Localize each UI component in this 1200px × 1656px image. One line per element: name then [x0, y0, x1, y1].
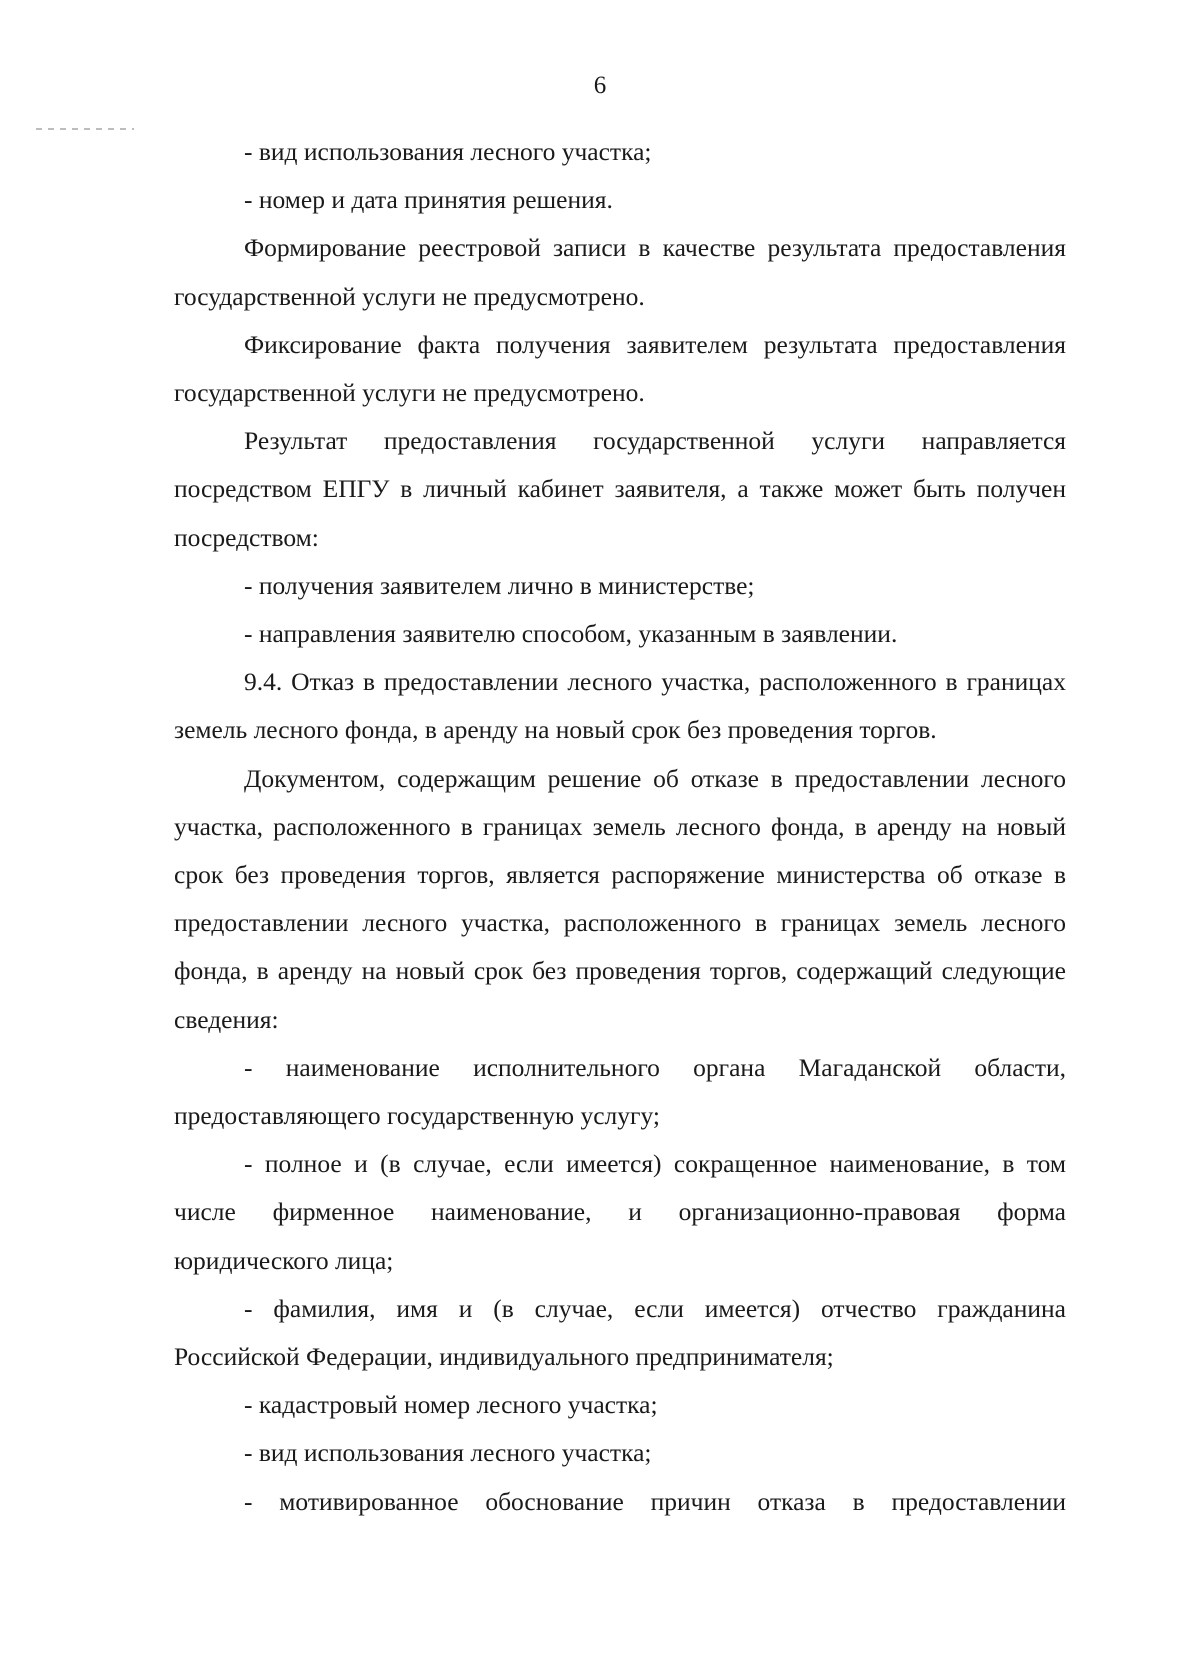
paragraph-7: - направления заявителю способом, указанным в заявлении.	[244, 619, 898, 649]
page-number: 6	[593, 72, 607, 99]
paragraph-1: - вид использования лесного участка;	[244, 137, 652, 166]
paragraph-2: - номер и дата принятия решения.	[244, 185, 613, 215]
paragraph-12: - фамилия, имя и (в случае, если имеется) отчество гражданина Российской Федерации, индивидуального предпринимателя;	[174, 1293, 1066, 1372]
scan-artifact	[36, 128, 134, 130]
paragraph-15: - мотивированное обоснование причин отказа в предоставлении	[244, 1486, 1066, 1516]
paragraph-8: 9.4. Отказ в предоставлении лесного участка, расположенного в границах земель лесного фонда, в аренду на новый срок без проведения торгов.	[174, 667, 1066, 745]
paragraph-6: - получения заявителем лично в министерстве;	[244, 570, 755, 600]
paragraph-11: - полное и (в случае, если имеется) сокращенное наименование, в том числе фирменное наименование, и организационно-правовая форма юридического лица;	[174, 1149, 1066, 1275]
paragraph-5: Результат предоставления государственной услуги направляется посредством ЕПГУ в личный кабинет заявителя, а также может быть получен посредством:	[174, 426, 1066, 552]
document-body	[174, 128, 1066, 1526]
paragraph-9: Документом, содержащим решение об отказе в предоставлении лесного участка, расположенного в границах земель лесного фонда, в аренду на новый срок без проведения торгов, является распоряжение министерства об отказе в предоставлении лесного участка, расположенного в границах земель лесного фонда, в аренду на новый срок без проведения торгов, содержащий следующие сведения:	[174, 763, 1066, 1034]
paragraph-3: Формирование реестровой записи в качестве результата предоставления государственной услуги не предусмотрено.	[174, 233, 1066, 311]
paragraph-10: - наименование исполнительного органа Магаданской области, предоставляющего государственную услугу;	[174, 1052, 1066, 1131]
paragraph-4: Фиксирование факта получения заявителем результата предоставления государственной услуги не предусмотрено.	[174, 329, 1066, 408]
paragraph-13: - кадастровый номер лесного участка;	[244, 1390, 658, 1420]
paragraph-14: - вид использования лесного участка;	[244, 1438, 652, 1468]
